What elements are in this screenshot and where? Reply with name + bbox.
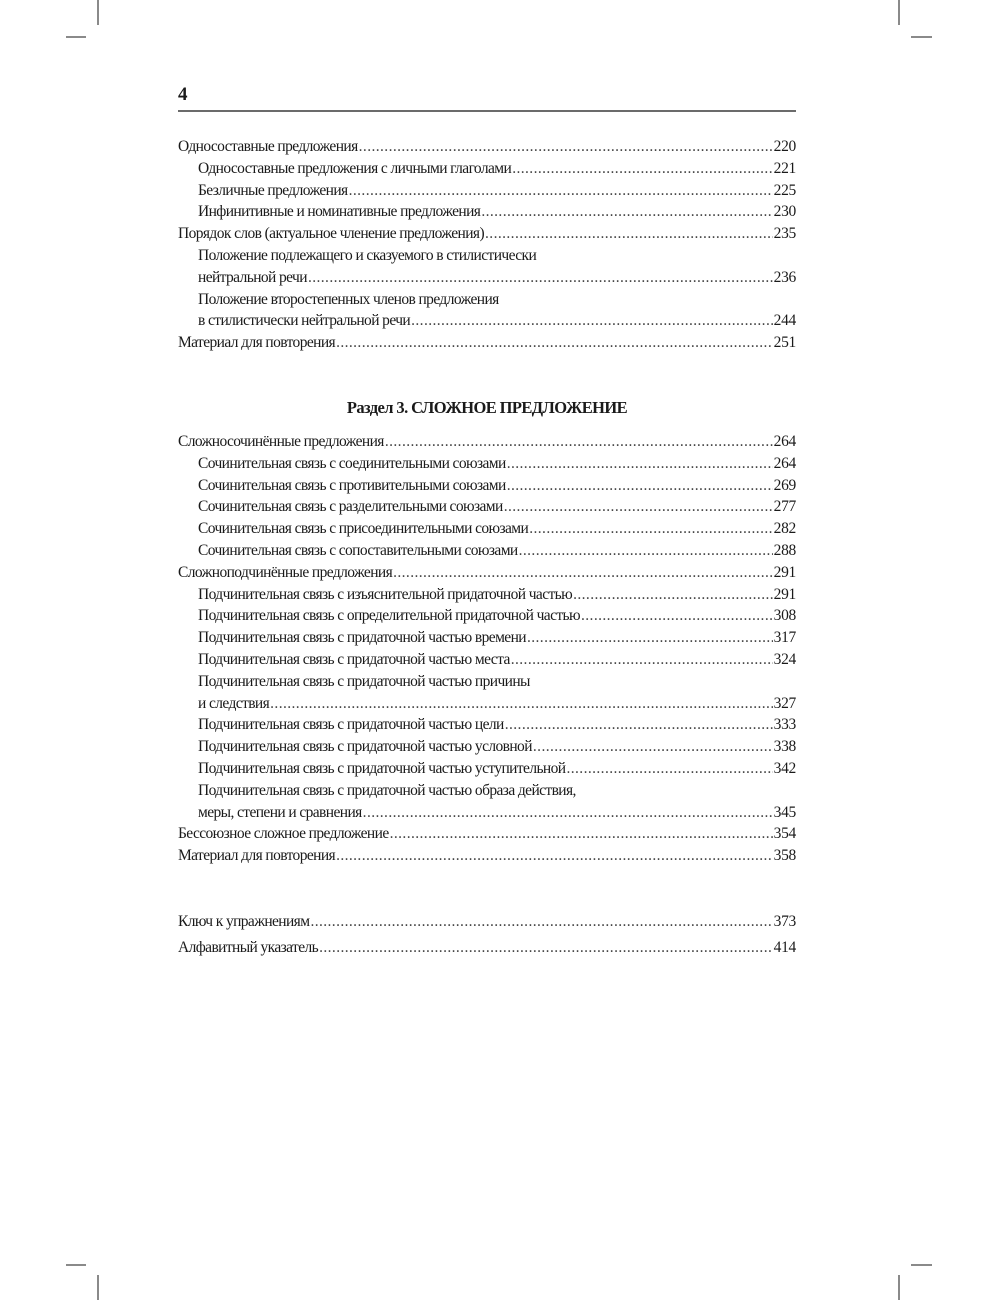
dot-leader bbox=[349, 180, 773, 202]
toc-entry[interactable] bbox=[178, 802, 796, 824]
toc-entry-title: Подчинительная связь с придаточной частью времени bbox=[198, 629, 526, 647]
toc-entry-line bbox=[178, 245, 796, 267]
dot-leader bbox=[308, 267, 773, 289]
toc-entry-title: Односоставные предложения с личными глаголами bbox=[198, 159, 512, 177]
toc-entry[interactable] bbox=[178, 496, 796, 518]
toc-entry-title: меры, степени и сравнения bbox=[198, 803, 362, 821]
toc-entry-title: Подчинительная связь с придаточной частью цели bbox=[198, 716, 504, 734]
dot-leader bbox=[507, 453, 773, 475]
toc-entry[interactable] bbox=[178, 562, 796, 584]
crop-mark-bottom-right-horizontal bbox=[911, 1264, 932, 1266]
toc-entry-page: 342 bbox=[773, 759, 796, 777]
toc-entry-title: Сочинительная связь с сопоставительными союзами bbox=[198, 541, 518, 559]
dot-leader bbox=[310, 909, 772, 935]
toc-entry-title: Инфинитивные и номинативные предложения bbox=[198, 203, 481, 221]
toc-entry[interactable] bbox=[178, 431, 796, 453]
toc-entry-page: 244 bbox=[773, 312, 796, 330]
toc-entry[interactable] bbox=[178, 201, 796, 223]
dot-leader bbox=[485, 223, 773, 245]
dot-leader bbox=[336, 845, 773, 867]
toc-entry-page: 414 bbox=[773, 939, 796, 956]
toc-entry[interactable] bbox=[178, 584, 796, 606]
toc-entry-title: Порядок слов (актуальное членение предложения) bbox=[178, 225, 485, 243]
toc-entry-title: Односоставные предложения bbox=[178, 138, 358, 155]
toc-entry-title: Бессоюзное сложное предложение bbox=[178, 825, 389, 843]
toc-entry-page: 373 bbox=[773, 913, 796, 930]
toc-entry-page: 327 bbox=[773, 694, 796, 712]
toc-entry-title: Подчинительная связь с придаточной частью места bbox=[198, 650, 510, 668]
toc-entry[interactable] bbox=[178, 649, 796, 671]
toc-entry[interactable] bbox=[178, 518, 796, 540]
toc-entry[interactable] bbox=[178, 180, 796, 202]
toc-entry-title: Алфавитный указатель bbox=[178, 939, 319, 956]
toc-entry-page: 235 bbox=[773, 225, 796, 243]
toc-entry-title: в стилистически нейтральной речи bbox=[198, 312, 411, 330]
toc-entry-title-line1: Положение подлежащего и сказуемого в стилистически bbox=[198, 246, 537, 264]
dot-leader bbox=[270, 693, 772, 715]
toc-entry-title: Подчинительная связь с изъяснительной придаточной частью bbox=[198, 585, 573, 603]
toc-entry-title-line1: Подчинительная связь с придаточной частью причины bbox=[198, 672, 530, 690]
toc-entry[interactable] bbox=[178, 475, 796, 497]
toc-entry[interactable] bbox=[178, 158, 796, 180]
toc-entry-title-line1: Подчинительная связь с придаточной частью образа действия, bbox=[198, 781, 576, 799]
toc-entry-title: Сложноподчинённые предложения bbox=[178, 563, 393, 581]
toc-entry-title: нейтральной речи bbox=[198, 268, 307, 286]
dot-leader bbox=[507, 475, 773, 497]
toc-entry-page: 333 bbox=[773, 716, 796, 734]
dot-leader bbox=[573, 584, 773, 606]
toc-entry-title: Сочинительная связь с присоединительными союзами bbox=[198, 520, 529, 538]
toc-entry-title: Подчинительная связь с придаточной частью условной bbox=[198, 738, 532, 756]
dot-leader bbox=[529, 518, 772, 540]
toc-entry-title: Подчинительная связь с определительной придаточной частью bbox=[198, 607, 580, 625]
dot-leader bbox=[359, 136, 773, 158]
crop-mark-top-right-vertical bbox=[898, 0, 900, 25]
dot-leader bbox=[363, 802, 773, 824]
toc-entry-title: Сочинительная связь с противительными союзами bbox=[198, 476, 506, 494]
toc-entry-page: 236 bbox=[773, 268, 796, 286]
toc-entry[interactable] bbox=[178, 693, 796, 715]
toc-entry-line bbox=[178, 671, 796, 693]
toc-entry-title: Ключ к упражнениям bbox=[178, 913, 310, 930]
section-3-title: Раздел 3. СЛОЖНОЕ ПРЕДЛОЖЕНИЕ bbox=[346, 398, 628, 417]
dot-leader bbox=[504, 496, 773, 518]
toc-entry[interactable] bbox=[178, 223, 796, 245]
dot-leader bbox=[527, 627, 773, 649]
crop-mark-bottom-left-vertical bbox=[97, 1275, 99, 1300]
toc-entry-title: Сочинительная связь с разделительными союзами bbox=[198, 498, 503, 516]
toc-entry-title: Сложносочинённые предложения bbox=[178, 433, 384, 450]
toc-part-2 bbox=[178, 431, 796, 867]
crop-mark-top-right-horizontal bbox=[911, 36, 932, 38]
crop-mark-bottom-left-horizontal bbox=[66, 1264, 86, 1266]
toc-entry[interactable] bbox=[178, 627, 796, 649]
dot-leader bbox=[393, 562, 773, 584]
dot-leader bbox=[511, 649, 773, 671]
crop-mark-top-left-vertical bbox=[97, 0, 99, 25]
toc-entry-page: 251 bbox=[773, 334, 796, 352]
toc-entry-page: 282 bbox=[773, 520, 796, 538]
crop-mark-bottom-right-vertical bbox=[898, 1275, 900, 1300]
toc-entry-title: Материал для повторения bbox=[178, 847, 336, 865]
dot-leader bbox=[533, 736, 773, 758]
toc-entry-page: 230 bbox=[773, 203, 796, 221]
toc-entry-page: 264 bbox=[773, 433, 796, 450]
toc-part-1 bbox=[178, 136, 796, 354]
toc-entry-title: Безличные предложения bbox=[198, 181, 348, 199]
dot-leader bbox=[411, 310, 773, 332]
toc-part-3 bbox=[178, 909, 796, 961]
toc-entry-title-line1: Положение второстепенных членов предложения bbox=[198, 290, 499, 308]
crop-mark-top-left-horizontal bbox=[66, 36, 86, 38]
dot-leader bbox=[519, 540, 773, 562]
toc-entry[interactable] bbox=[178, 267, 796, 289]
toc-entry-page: 277 bbox=[773, 498, 796, 516]
toc-entry[interactable] bbox=[178, 935, 796, 961]
toc-entry-page: 324 bbox=[773, 650, 796, 668]
dot-leader bbox=[390, 823, 773, 845]
toc-entry-line bbox=[178, 289, 796, 311]
toc-entry-title: Сочинительная связь с соединительными союзами bbox=[198, 454, 506, 472]
dot-leader bbox=[505, 714, 773, 736]
toc-entry-title: Материал для повторения bbox=[178, 334, 336, 352]
toc-entry[interactable] bbox=[178, 332, 796, 354]
toc-entry[interactable] bbox=[178, 714, 796, 736]
toc-entry[interactable] bbox=[178, 136, 796, 158]
toc-entry-line bbox=[178, 780, 796, 802]
toc-entry-page: 291 bbox=[773, 563, 796, 581]
toc-entry-page: 288 bbox=[773, 541, 796, 559]
toc-entry-page: 358 bbox=[773, 847, 796, 865]
dot-leader bbox=[319, 935, 773, 961]
toc-entry-title: и следствия bbox=[198, 694, 270, 712]
toc-entry-page: 225 bbox=[773, 181, 796, 199]
toc-entry[interactable] bbox=[178, 310, 796, 332]
toc-entry[interactable] bbox=[178, 453, 796, 475]
toc-entry-page: 221 bbox=[773, 159, 796, 177]
toc-entry-page: 291 bbox=[773, 585, 796, 603]
toc-entry-page: 338 bbox=[773, 738, 796, 756]
toc-entry[interactable] bbox=[178, 605, 796, 627]
toc-entry[interactable] bbox=[178, 845, 796, 867]
toc-entry[interactable] bbox=[178, 823, 796, 845]
toc-entry-page: 317 bbox=[773, 629, 796, 647]
toc-entry-page: 308 bbox=[773, 607, 796, 625]
dot-leader bbox=[581, 605, 773, 627]
dot-leader bbox=[512, 158, 772, 180]
header-rule bbox=[178, 110, 796, 112]
toc-entry[interactable] bbox=[178, 736, 796, 758]
dot-leader bbox=[336, 332, 773, 354]
toc-entry-page: 264 bbox=[773, 454, 796, 472]
page-number: 4 bbox=[178, 84, 188, 105]
toc-entry-page: 269 bbox=[773, 476, 796, 494]
toc-entry[interactable] bbox=[178, 909, 796, 935]
dot-leader bbox=[481, 201, 772, 223]
toc-entry-page: 345 bbox=[773, 803, 796, 821]
dot-leader bbox=[385, 431, 773, 453]
toc-entry-title: Подчинительная связь с придаточной частью уступительной bbox=[198, 759, 566, 777]
toc-entry-page: 220 bbox=[773, 138, 796, 155]
toc-entry-page: 354 bbox=[773, 825, 796, 843]
dot-leader bbox=[566, 758, 772, 780]
toc-entry[interactable] bbox=[178, 540, 796, 562]
toc-entry[interactable] bbox=[178, 758, 796, 780]
